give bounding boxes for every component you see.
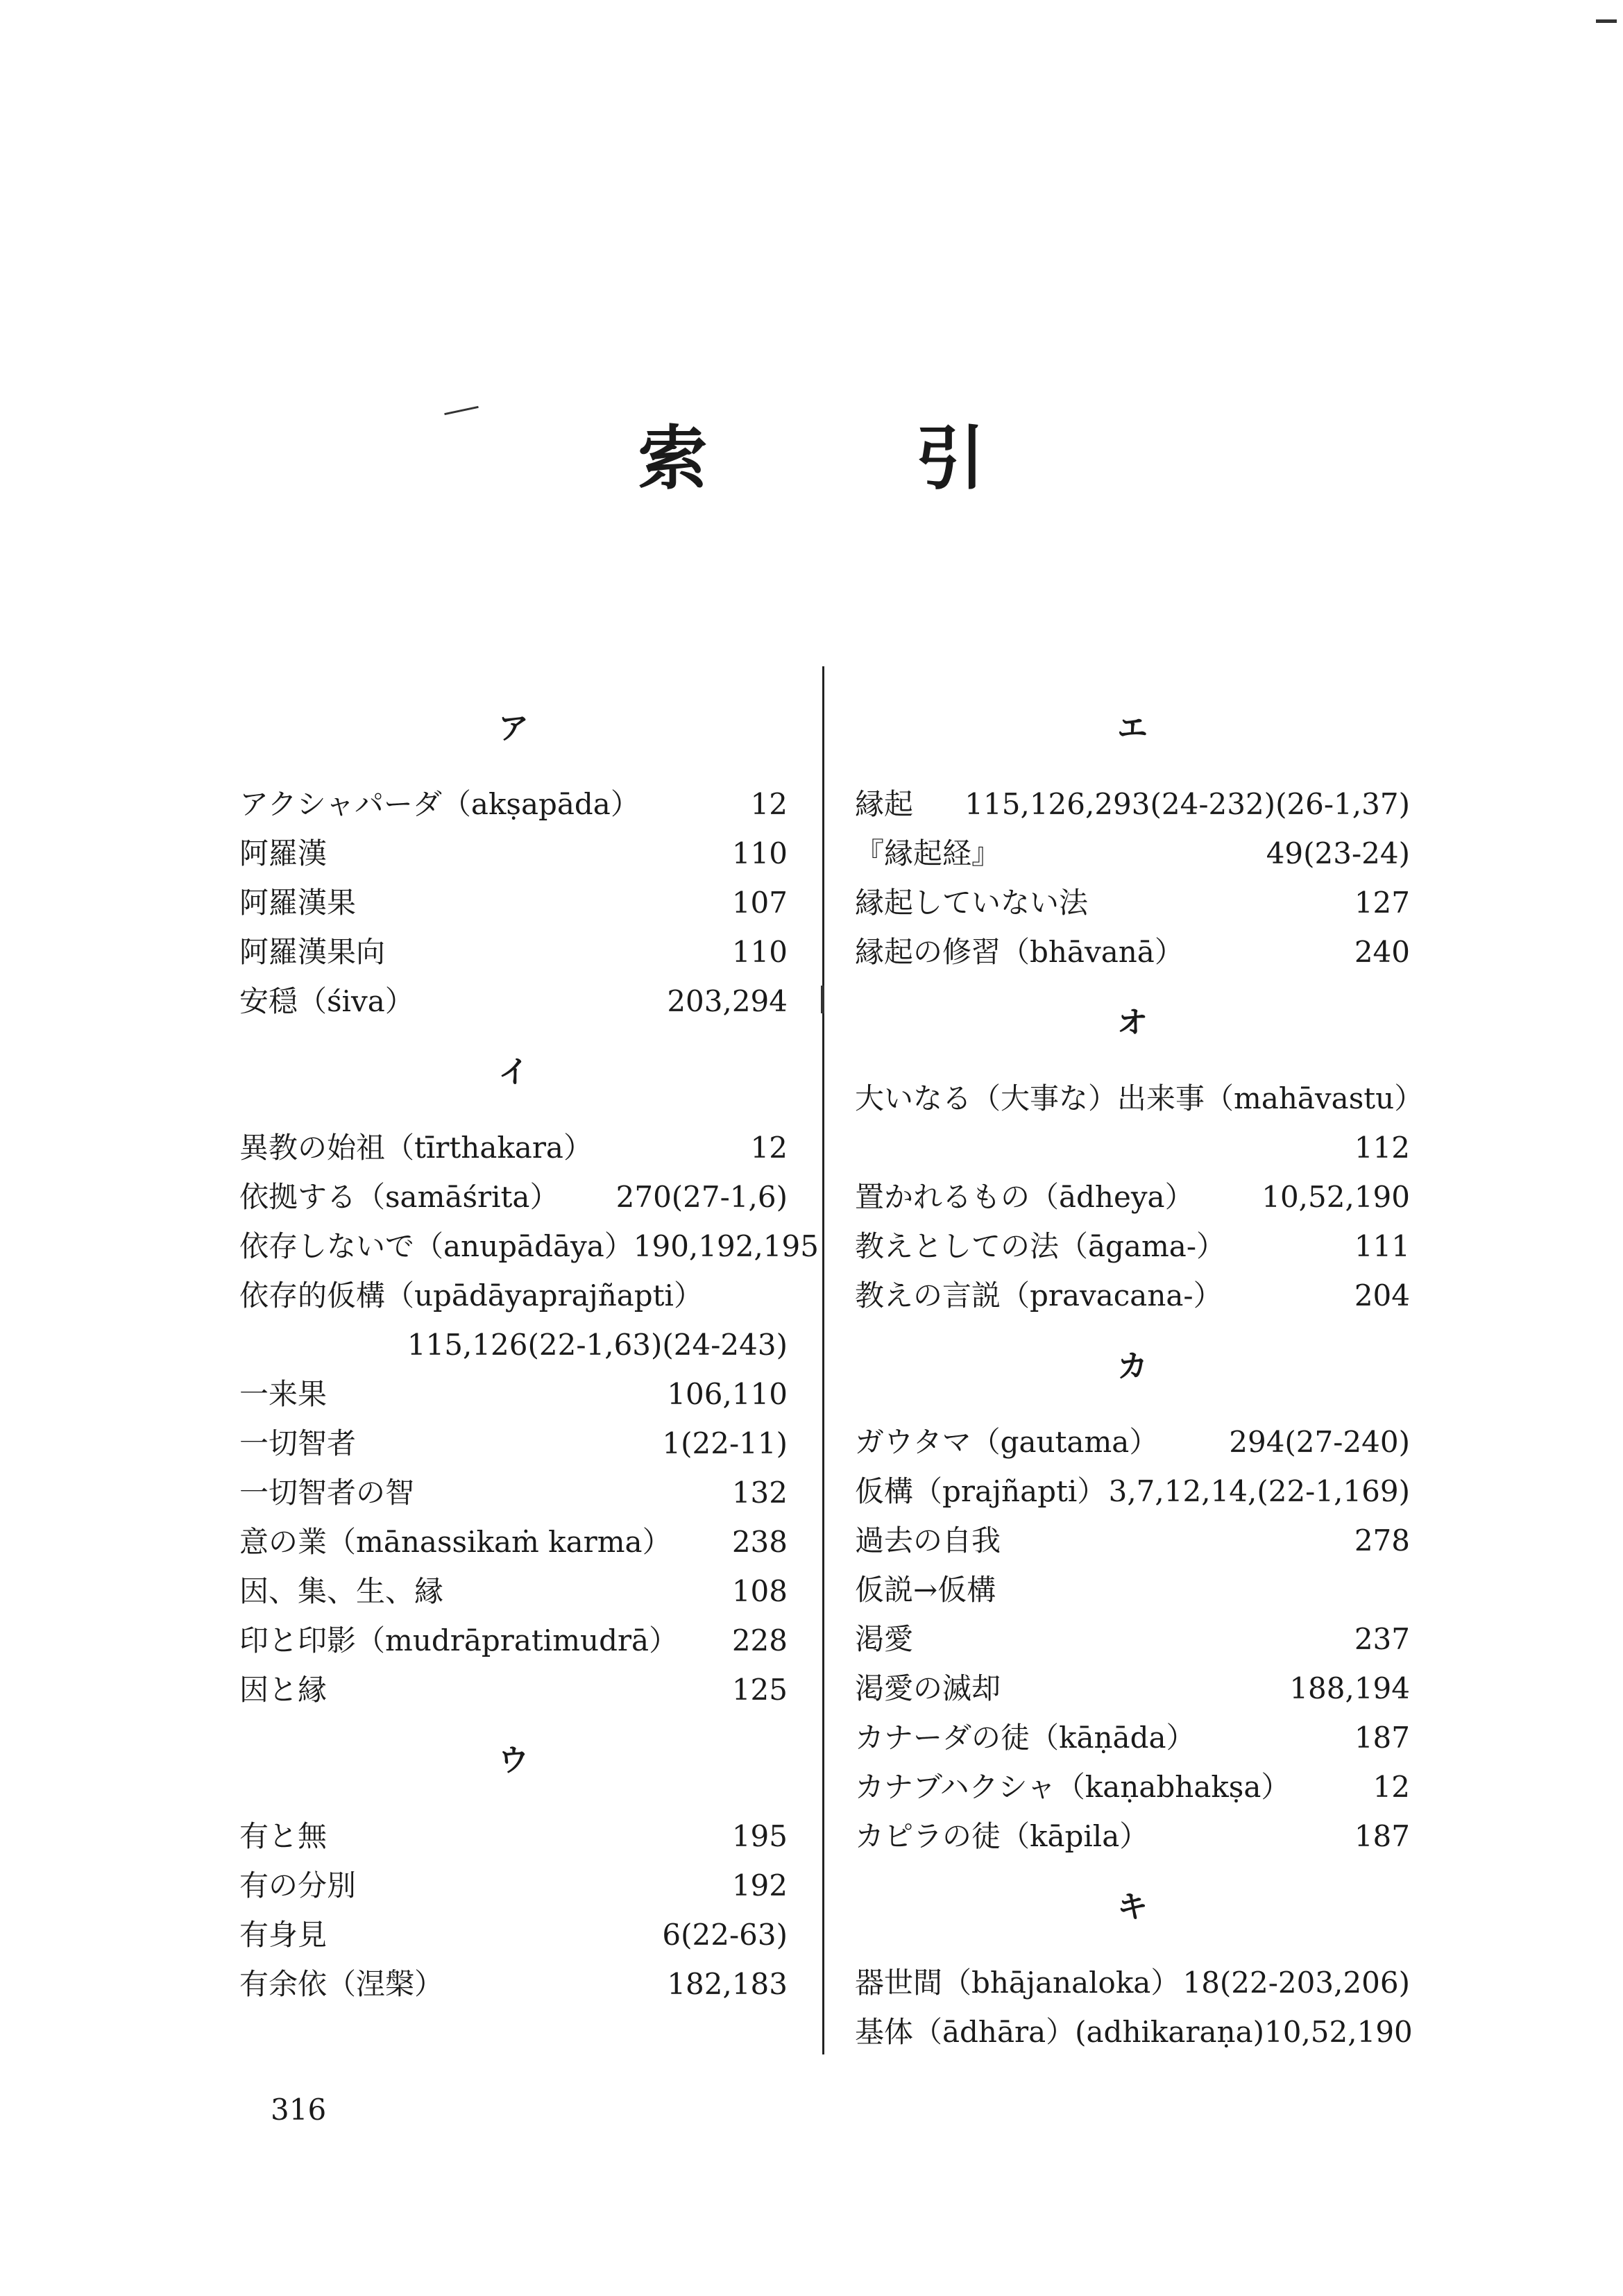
entry-term: カピラの徒（kāpila） (855, 1819, 1149, 1853)
entry-term: 大いなる（大事な）出来事（mahāvastu） (855, 1081, 1424, 1115)
section-gap (239, 1026, 788, 1041)
entry-pages: 10,52,190 (1261, 1180, 1410, 1214)
index-section (855, 1861, 1413, 2057)
entry-pages: 111 (1354, 1229, 1410, 1263)
entry-term: 渇愛の滅却 (855, 1671, 1001, 1705)
entry-pages: 195 (731, 1819, 788, 1853)
entry-pages: 240 (1354, 935, 1410, 969)
entry-term: 安穏（śiva） (239, 984, 414, 1018)
section-heading: エ (1117, 711, 1148, 746)
entry-pages: 115,126,293(24-232)(26-1,37) (965, 787, 1410, 821)
section-heading: ア (498, 711, 529, 746)
index-entry (855, 1271, 1410, 1320)
index-entry (855, 1516, 1410, 1565)
index-section (855, 977, 1424, 1320)
index-entry (239, 878, 788, 927)
index-entry (239, 1123, 788, 1172)
entry-pages: 278 (1354, 1523, 1410, 1558)
entry-term: 縁起していない法 (855, 886, 1089, 920)
entry-term: 基体（ādhāra）(adhikaraṇa) (855, 2015, 1265, 2049)
index-entry (239, 829, 788, 878)
section-gap (855, 1320, 1410, 1335)
index-entry (855, 829, 1410, 878)
index-entry (855, 1812, 1410, 1861)
entry-pages: 190,192,195 (633, 1229, 819, 1263)
index-entry (239, 1468, 788, 1517)
section-gap (855, 1861, 1410, 1876)
entry-pages: 1(22-11) (662, 1426, 788, 1460)
index-entry (239, 1665, 788, 1714)
entry-term: 縁起の修習（bhāvanā） (855, 935, 1184, 969)
entry-pages: 125 (731, 1673, 788, 1707)
index-entry (855, 1074, 1424, 1123)
index-entry (239, 1271, 788, 1320)
index-entry (239, 977, 788, 1026)
entry-term: 器世間（bhājanaloka） (855, 1966, 1180, 2000)
entry-term: 意の業（mānassikaṁ karma） (239, 1525, 672, 1559)
entry-term: 過去の自我 (855, 1523, 1001, 1558)
entry-term: 仮説→仮構 (855, 1573, 996, 1607)
entry-term: 阿羅漢 (239, 836, 328, 870)
title-char-1: 索 (638, 417, 916, 499)
index-entry (239, 1369, 788, 1419)
entry-term: 有の分別 (239, 1868, 357, 1902)
entry-pages: 132 (731, 1476, 788, 1510)
entry-term: 依拠する（samāśrita） (239, 1180, 559, 1214)
entry-term: 仮構（prajñapti） (855, 1474, 1107, 1508)
index-section (239, 698, 788, 1026)
entry-pages: 108 (731, 1574, 788, 1608)
index-entry (239, 1222, 819, 1271)
entry-term: 有余依（涅槃） (239, 1967, 444, 2001)
index-entry (239, 1910, 788, 1959)
entry-pages: 187 (1354, 1819, 1410, 1853)
entry-pages: 107 (731, 886, 788, 920)
column-divider (822, 666, 824, 2054)
index-entry (855, 779, 1410, 829)
entry-term: 一切智者 (239, 1426, 357, 1460)
section-heading: キ (1117, 1889, 1148, 1925)
index-entry (855, 1762, 1410, 1812)
index-entry (239, 779, 788, 829)
index-entry (855, 927, 1410, 977)
index-entry (239, 1616, 788, 1665)
entry-term: 有身見 (239, 1918, 328, 1952)
entry-term: 縁起 (855, 787, 914, 821)
index-entry (239, 1172, 788, 1222)
index-entry (855, 1958, 1410, 2007)
entry-term: 一来果 (239, 1377, 328, 1411)
entry-pages: 237 (1354, 1622, 1410, 1656)
section-gap (239, 1714, 788, 1730)
entry-pages: 3,7,12,14,(22-1,169) (1108, 1474, 1410, 1508)
index-entry (855, 1417, 1410, 1467)
entry-pages: 18(22-203,206) (1182, 1966, 1410, 2000)
section-heading: イ (498, 1054, 529, 1090)
index-entry (855, 878, 1410, 927)
index-entry (239, 1419, 788, 1468)
index-entry (239, 1320, 788, 1369)
index-entry (239, 927, 788, 977)
entry-term: カナブハクシャ（kaṇabhakṣa） (855, 1770, 1291, 1804)
entry-term: 異教の始祖（tīrthakara） (239, 1131, 593, 1165)
scan-mark (1596, 19, 1617, 23)
entry-term: 阿羅漢果向 (239, 935, 386, 969)
entry-pages: 10,52,190 (1264, 2015, 1413, 2049)
index-section (239, 1026, 819, 1714)
index-entry (239, 1861, 788, 1910)
index-entry (239, 1567, 788, 1616)
page-title (0, 403, 1623, 503)
entry-term: アクシャパーダ（akṣapāda） (239, 787, 640, 821)
entry-term: 一切智者の智 (239, 1476, 415, 1510)
entry-pages: 110 (731, 935, 788, 969)
entry-term: 有と無 (239, 1819, 328, 1853)
entry-term: 教えとしての法（āgama-） (855, 1229, 1226, 1263)
entry-pages: 192 (731, 1868, 788, 1902)
entry-term: 『縁起経』 (855, 836, 1001, 870)
entry-pages: 49(23-24) (1266, 836, 1410, 870)
section-heading: ウ (498, 1743, 529, 1778)
entry-pages: 6(22-63) (662, 1918, 788, 1952)
entry-term: 因、集、生、縁 (239, 1574, 444, 1608)
index-section (855, 698, 1410, 977)
index-entry (855, 1614, 1410, 1664)
index-entry (239, 1959, 788, 2009)
entry-pages: 228 (731, 1623, 788, 1657)
index-entry (855, 1222, 1410, 1271)
page-number: 316 (271, 2093, 327, 2127)
index-entry (239, 1812, 788, 1861)
index-section (855, 1320, 1410, 1861)
scan-mark (821, 986, 824, 1013)
entry-pages: 12 (750, 787, 788, 821)
entry-term: 渇愛 (855, 1622, 914, 1656)
section-gap (855, 977, 1410, 992)
index-column-right (855, 698, 1424, 2057)
index-entry (855, 1664, 1410, 1713)
entry-pages: 110 (731, 836, 788, 870)
index-entry (855, 1565, 1410, 1614)
index-entry (855, 1123, 1410, 1172)
index-entry (855, 1172, 1410, 1222)
entry-pages: 270(27-1,6) (615, 1180, 788, 1214)
entry-pages: 12 (1373, 1770, 1410, 1804)
index-entry (855, 1467, 1410, 1516)
entry-pages: 182,183 (667, 1967, 788, 2001)
entry-term: 依存しないで（anupādāya） (239, 1229, 634, 1263)
entry-pages: 204 (1354, 1278, 1410, 1312)
entry-pages: 238 (731, 1525, 788, 1559)
entry-pages: 203,294 (667, 984, 788, 1018)
entry-pages: 112 (1354, 1131, 1410, 1165)
entry-term: カナーダの徒（kāṇāda） (855, 1721, 1196, 1755)
index-entry (239, 1517, 788, 1567)
section-heading: カ (1117, 1349, 1148, 1384)
entry-pages: 106,110 (667, 1377, 788, 1411)
entry-term: 依存的仮構（upādāyaprajñapti） (239, 1278, 703, 1312)
index-column-left (239, 698, 819, 2009)
entry-term: 印と印影（mudrāpratimudrā） (239, 1623, 679, 1657)
entry-term: 置かれるもの（ādheya） (855, 1180, 1194, 1214)
index-section (239, 1714, 788, 2009)
entry-pages: 294(27-240) (1229, 1425, 1410, 1459)
index-entry (855, 1713, 1410, 1762)
entry-term: ガウタマ（gautama） (855, 1425, 1159, 1459)
entry-pages: 187 (1354, 1721, 1410, 1755)
index-entry (855, 2007, 1413, 2057)
section-heading: オ (1117, 1005, 1148, 1040)
entry-term: 因と縁 (239, 1673, 328, 1707)
entry-pages: 12 (750, 1131, 788, 1165)
entry-term: 教えの言説（pravacana-） (855, 1278, 1223, 1312)
title-char-2: 引 (915, 417, 1193, 499)
entry-pages: 115,126(22-1,63)(24-243) (407, 1328, 788, 1362)
entry-pages: 127 (1354, 886, 1410, 920)
entry-pages: 188,194 (1289, 1671, 1410, 1705)
entry-term: 阿羅漢果 (239, 886, 357, 920)
